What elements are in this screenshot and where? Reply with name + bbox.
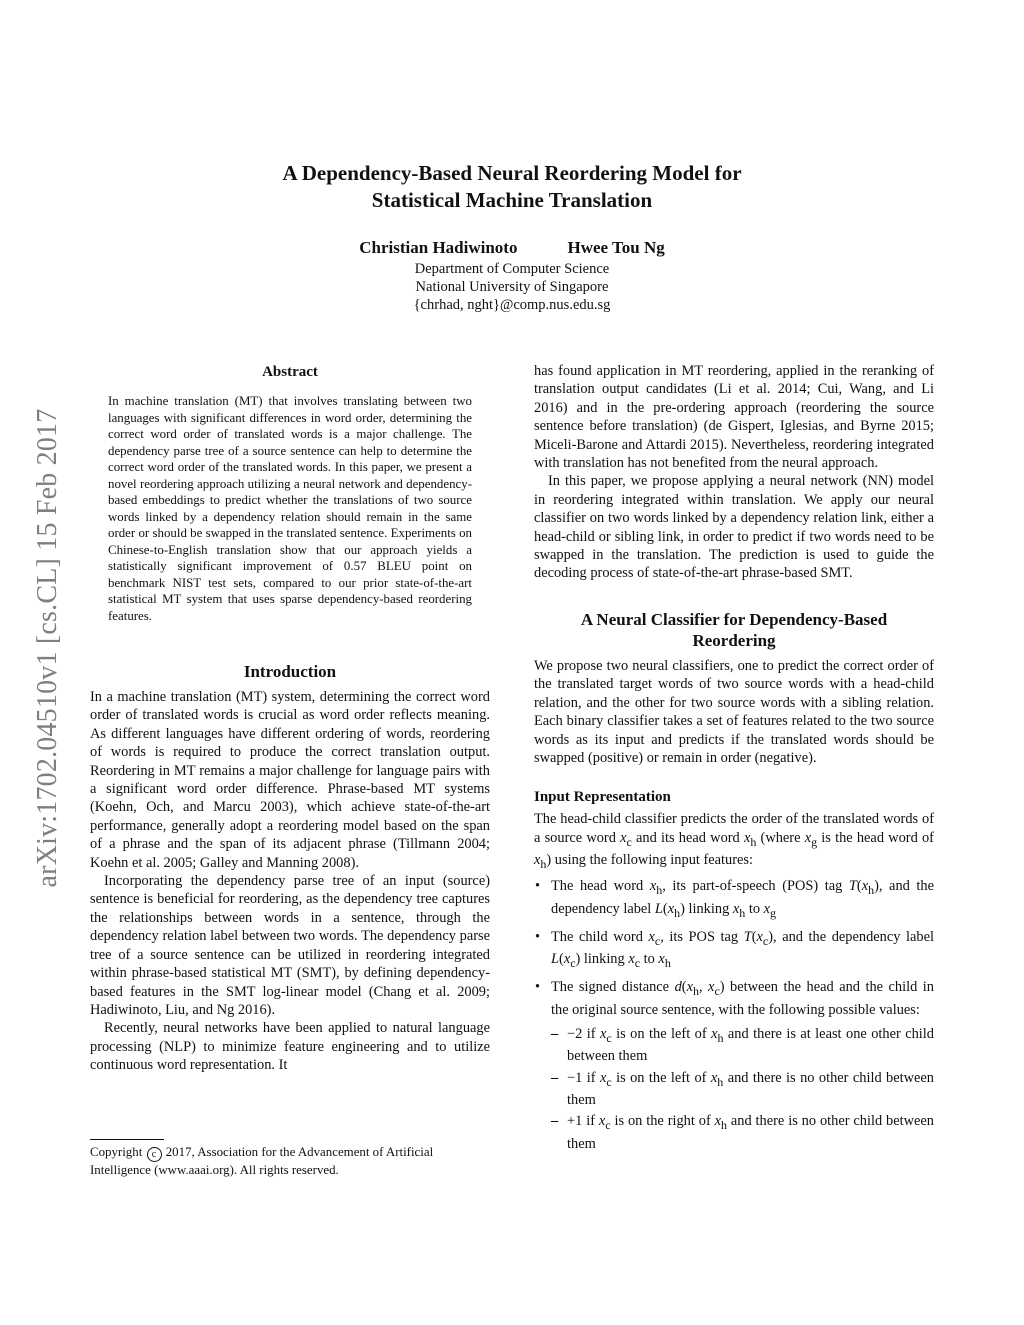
copyright-symbol: c [147,1147,162,1162]
abstract-text: In machine translation (MT) that involves translating between two languages with significant differences in word order, determining the correct word order of translated words is a major challenge. The dependency parse tree of a source sentence can help to determine the correct word order of the translated words. In this paper, we present a novel reordering approach utilizing a neural network and dependency-based embeddings to predict whether the translations of two source words linked by a dependency relation should remain in the same order or should be swapped in the translated sentence. Experiments on Chinese-to-English translation show that our approach yields a statistically significant improvement of 0.57 BLEU point on benchmark NIST test sets, compared to our prior state-of-the-art statistical MT system that uses sparse dependency-based reordering features. [108,394,472,623]
distance-value-list [551,1025,934,1153]
affiliation-email: {chrhad, nght}@comp.nus.edu.sg [413,297,611,313]
introduction-paragraph-3: Recently, neural networks have been applied to natural language processing (NLP) to minimize feature engineering and to utilize continuous word representation. It [90,1020,490,1074]
title-line-2: Statistical Machine Translation [371,188,653,212]
author-2: Hwee Tou Ng [567,238,665,257]
introduction-paragraph-1: In a machine translation (MT) system, determining the correct word order of translated words is crucial as word order reflects meaning. As different languages have different ordering of words, reordering of words is required to produce the correct translation output. Reordering in MT remains a major challenge for language pairs with a significant word order difference. Phrase-based MT systems (Koehn, Och, and Marcu 2003), which achieve state-of-the-art performance, generally adopt a reordering model based on the span of a phrase and the span of its adjacent phrase (Tillmann 2004; Koehn et al. 2005; Galley and Manning 2008). [90,689,490,871]
author-list [170,237,854,259]
author-1: Christian Hadiwinoto [359,238,518,257]
copyright-footnote: Copyright c 2017, Association for the Advancement of Artificial Intelligence (www.aaai.org). All rights reserved. [90,1145,434,1177]
classifier-paragraph-1: We propose two neural classifiers, one to predict the correct order of the translated target words of two source words with a head-child relation, and the other for two source words with a sibling relation. Each binary classifier takes a set of features related to the two source words as its input and predicts if the translated words should be swapped (positive) or remain in order (negative). [534,657,934,766]
paper-title [170,160,854,214]
introduction-paragraph-2: Incorporating the dependency parse tree of an input (source) sentence is beneficial for reordering, as the dependency tree captures the relationships between words in a sentence, through the dependency relation label between two words. The dependency parse tree of a source sentence can be utilized in reordering integrated within phrase-based statistical MT (SMT), by defining dependency-based features in the SMT log-linear model (Chang et al. 2009; Hadiwinoto, Liu, and Ng 2016). [90,873,490,1018]
abstract-heading: Abstract [262,364,318,380]
classifier-heading-line-2: Reordering [692,630,776,650]
distance-value-minus-2: – −2 if $x_c$ is on the left of $x_h$ and there is at least one other child between them [551,1025,934,1066]
classifier-heading-line-1: A Neural Classifier for Dependency-Based [580,609,888,629]
feature-list [534,877,934,1153]
introduction-heading: Introduction [243,662,337,681]
arxiv-stamp-text: arXiv:1702.04510v1 [cs.CL] 15 Feb 2017 [32,408,63,887]
left-column [90,362,490,1075]
affiliation-department: Department of Computer Science [414,261,610,277]
introduction-paragraph-4: has found application in MT reordering, applied in the reranking of translation output candidates (Li et al. 2014; Cui, Wang, and Li 2016) and in the pre-ordering approach (reordering the source sentence before translation) (de Gispert, Iglesias, and Byrne 2015; Miceli-Barone and Attardi 2015). Nevertheless, reordering integrated with translation has not benefited from the neural approach. [534,363,934,472]
footnote-rule [90,1139,164,1140]
right-column [534,362,934,1159]
affiliation-university: National University of Singapore [415,279,609,295]
distance-value-plus-1: – +1 if $x_c$ is on the right of $x_h$ and there is no other child between them [551,1112,934,1153]
distance-value-minus-1: – −1 if $x_c$ is on the left of $x_h$ and there is no other child between them [551,1069,934,1110]
affiliation [170,260,854,314]
title-line-1: A Dependency-Based Neural Reordering Model for [282,161,742,185]
arxiv-stamp [28,355,68,940]
feature-item-child: • The child word $x_c$, its POS tag $T(x_c)$, and the dependency label $L(x_c)$ linking $x_c$ to $x_h$ [534,928,934,973]
introduction-paragraph-5: In this paper, we propose applying a neural network (NN) model in reordering integrated within translation. We apply our neural classifier on two words linked by a dependency relation link, either a head-child or sibling link, in order to predict if two words need to be swapped in the translation. The prediction is used to guide the decoding process of state-of-the-art phrase-based SMT. [534,473,934,582]
feature-item-head: • The head word $x_h$, its part-of-speech (POS) tag $T(x_h)$, and the dependency label $L(x_h)$ linking $x_h$ to $x_g$ [534,877,934,922]
input-representation-heading: Input Representation [534,789,671,806]
feature-item-distance: • The signed distance $d(x_h$, $x_c$) between the head and the child in the original source sentence, with the following possible values: – −2 if $x_c$ is on the left of $x_h$ and there is at least one other child between them – −1 if $x_c$ is on the left of $x_h$ and there is no other child between them – +1 if $x_c$ is on the right of $x_h$ and there is no other child between them [534,978,934,1153]
input-representation-paragraph: The head-child classifier predicts the order of the translated words of a source word $x_c$ and its head word $x_h$ (where $x_g$ is the head word of $x_h$) using the following input features: [534,811,934,871]
classifier-section-heading [534,609,934,651]
